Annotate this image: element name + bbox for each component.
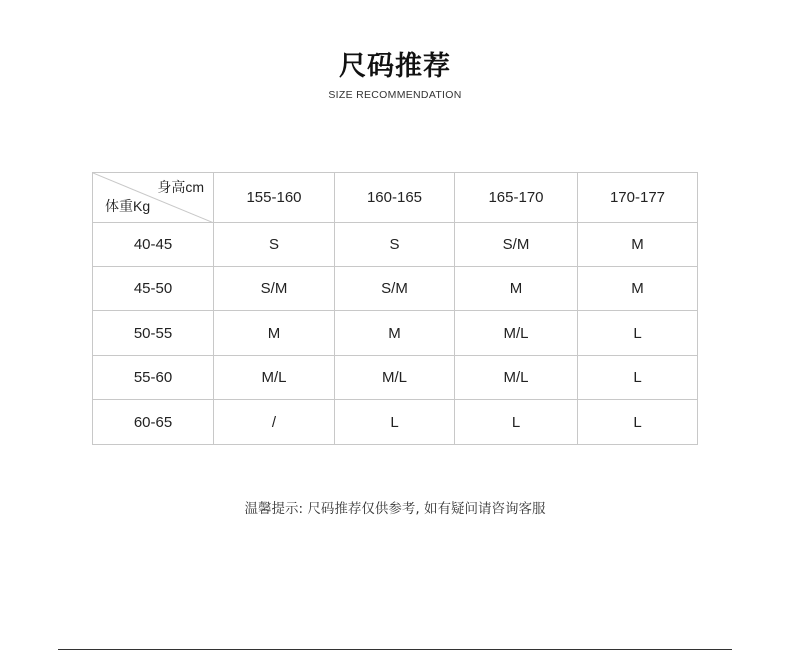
size-cell: / bbox=[214, 400, 335, 445]
page-subtitle: SIZE RECOMMENDATION bbox=[328, 89, 462, 101]
size-cell: M/L bbox=[335, 356, 455, 400]
row-header: 50-55 bbox=[93, 311, 214, 356]
header-row bbox=[93, 173, 698, 223]
row-header: 55-60 bbox=[93, 356, 214, 400]
size-cell: L bbox=[335, 400, 455, 445]
size-tip-note: 温馨提示: 尺码推荐仅供参考, 如有疑问请咨询客服 bbox=[244, 501, 546, 517]
size-cell: M bbox=[335, 311, 455, 356]
size-cell: S bbox=[335, 223, 455, 267]
weight-axis-label: 体重Kg bbox=[105, 198, 151, 214]
table-row bbox=[93, 267, 698, 311]
bottom-divider bbox=[58, 649, 732, 650]
size-cell: M bbox=[455, 267, 578, 311]
column-header: 160-165 bbox=[335, 173, 455, 223]
size-cell: M/L bbox=[455, 311, 578, 356]
size-cell: M/L bbox=[455, 356, 578, 400]
column-header: 170-177 bbox=[578, 173, 698, 223]
size-cell: L bbox=[455, 400, 578, 445]
size-cell: L bbox=[578, 311, 698, 356]
height-axis-label: 身高cm bbox=[157, 179, 204, 195]
size-cell: M bbox=[578, 223, 698, 267]
size-cell: L bbox=[578, 356, 698, 400]
size-cell: S/M bbox=[214, 267, 335, 311]
size-cell: L bbox=[578, 400, 698, 445]
size-chart-table bbox=[92, 172, 698, 445]
table-row bbox=[93, 223, 698, 267]
row-header: 45-50 bbox=[93, 267, 214, 311]
table-row bbox=[93, 311, 698, 356]
size-cell: M bbox=[578, 267, 698, 311]
table-row bbox=[93, 400, 698, 445]
size-cell: S bbox=[214, 223, 335, 267]
table-row bbox=[93, 356, 698, 400]
size-cell: M/L bbox=[214, 356, 335, 400]
size-cell: M bbox=[214, 311, 335, 356]
column-header: 155-160 bbox=[214, 173, 335, 223]
row-header: 40-45 bbox=[93, 223, 214, 267]
corner-header-cell bbox=[93, 173, 214, 223]
column-header: 165-170 bbox=[455, 173, 578, 223]
size-cell: S/M bbox=[335, 267, 455, 311]
row-header: 60-65 bbox=[93, 400, 214, 445]
size-cell: S/M bbox=[455, 223, 578, 267]
page-title: 尺码推荐 bbox=[339, 51, 451, 82]
